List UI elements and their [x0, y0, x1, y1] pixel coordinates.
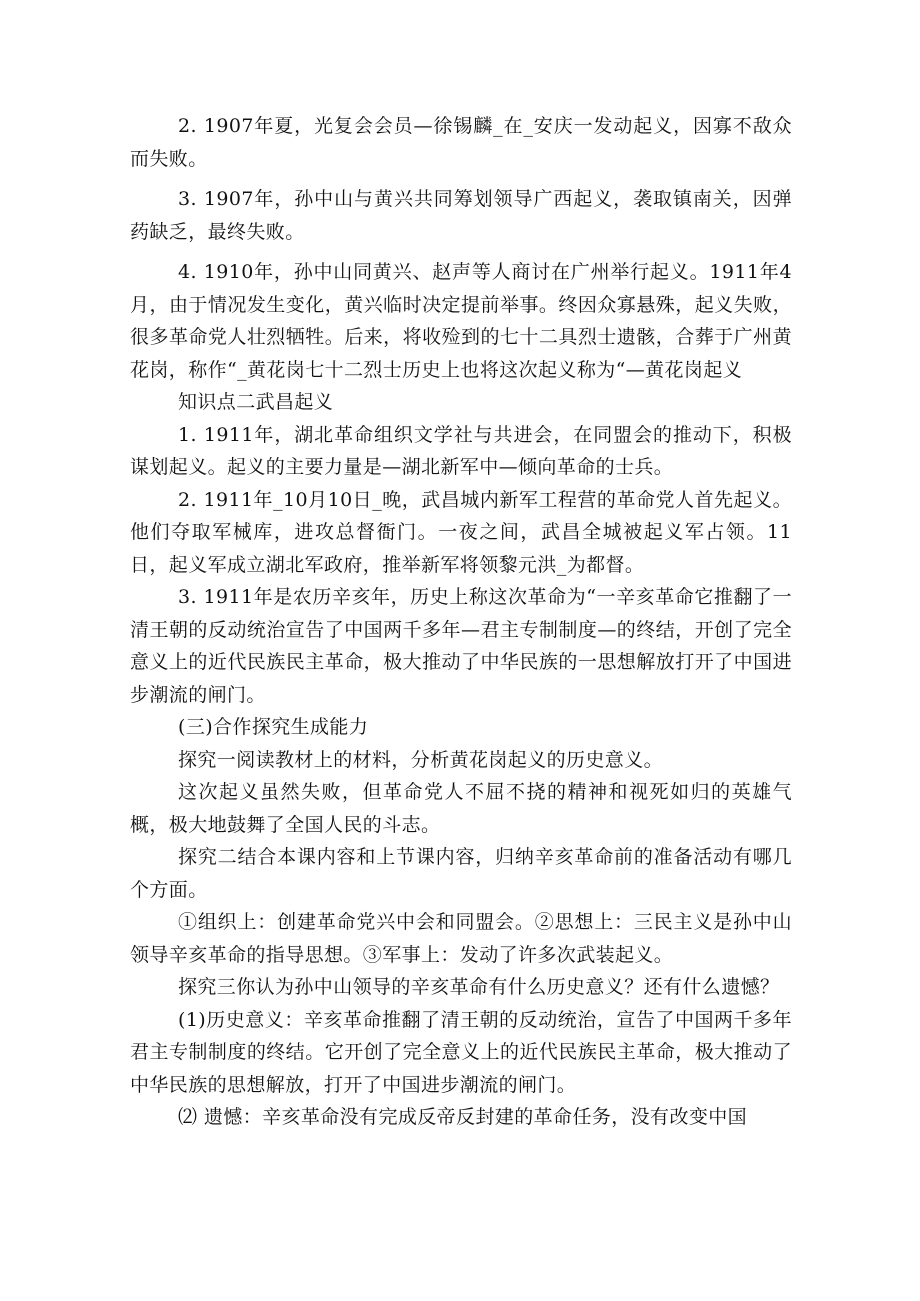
inquiry-one-answer: 这次起义虽然失败，但革命党人不屈不挠的精神和视死如归的英雄气概，极大地鼓舞了全国人民的斗志。: [130, 781, 792, 836]
paragraph-xu-xilin-uprising: 2. 1907年夏，光复会会员—徐锡麟_在_安庆一发动起义，因寡不敌众而失败。: [130, 115, 792, 170]
paragraph-huanghuagang-uprising: 4. 1910年，孙中山同黄兴、赵声等人商讨在广州举行起义。1911年4月，由于情况发生变化，黄兴临时决定提前举事。终因众寡悬殊，起义失败，很多革命党人壮烈牺牲。后来，将收殓到的七十二具烈士遗骸，合葬于广州黄花岗，称作“_黄花岗七十二烈士历史上也将这次起义称为“—黄花岗起义: [130, 261, 792, 381]
inquiry-three-regret: ⑵ 遗憾：辛亥革命没有完成反帝反封建的革命任务，没有改变中国: [178, 1106, 748, 1128]
section-heading-wuchang: 知识点二武昌起义: [178, 391, 334, 413]
section-heading-inquiry: (三)合作探究生成能力: [178, 716, 369, 738]
paragraph-zhennanguan-uprising: 3. 1907年，孙中山与黄兴共同筹划领导广西起义，袭取镇南关，因弹药缺乏，最终失败。: [130, 188, 792, 243]
inquiry-one-question: 探究一阅读教材上的材料，分析黄花岗起义的历史意义。: [178, 748, 664, 771]
document-page: [130, 110, 792, 1134]
inquiry-two-question: 探究二结合本课内容和上节课内容，归纳辛亥革命前的准备活动有哪几个方面。: [130, 846, 792, 901]
inquiry-three-significance: (1)历史意义：辛亥革命推翻了清王朝的反动统治，宣告了中国两千多年君主专制制度的终结。它开创了完全意义上的近代民族民主革命，极大推动了中华民族的思想解放，打开了中国进步潮流的闸门。: [130, 1008, 792, 1096]
inquiry-three-question: 探究三你认为孙中山领导的辛亥革命有什么历史意义？还有什么遗憾？: [178, 976, 780, 998]
paragraph-wuchang-uprising: 2. 1911年_10月10日_晚，武昌城内新军工程营的革命党人首先起义。他们夺取军械库，进攻总督衙门。一夜之间，武昌全城被起义军占领。11日，起义军成立湖北军政府，推举新军将领黎元洪_为都督。: [130, 488, 792, 576]
paragraph-wuchang-preparation: 1. 1911年，湖北革命组织文学社与共进会，在同盟会的推动下，积极谋划起义。起义的主要力量是—湖北新军中—倾向革命的士兵。: [130, 423, 792, 478]
paragraph-xinhai-revolution: 3. 1911年是农历辛亥年，历史上称这次革命为“一辛亥革命它推翻了一清王朝的反动统治宣告了中国两千多年—君主专制制度—的终结，开创了完全意义上的近代民族民主革命，极大推动了中华民族的一思想解放打开了中国进步潮流的闸门。: [130, 586, 792, 706]
inquiry-two-answer: ①组织上：创建革命党兴中会和同盟会。②思想上：三民主义是孙中山领导辛亥革命的指导思想。③军事上：发动了许多次武装起义。: [130, 911, 792, 966]
